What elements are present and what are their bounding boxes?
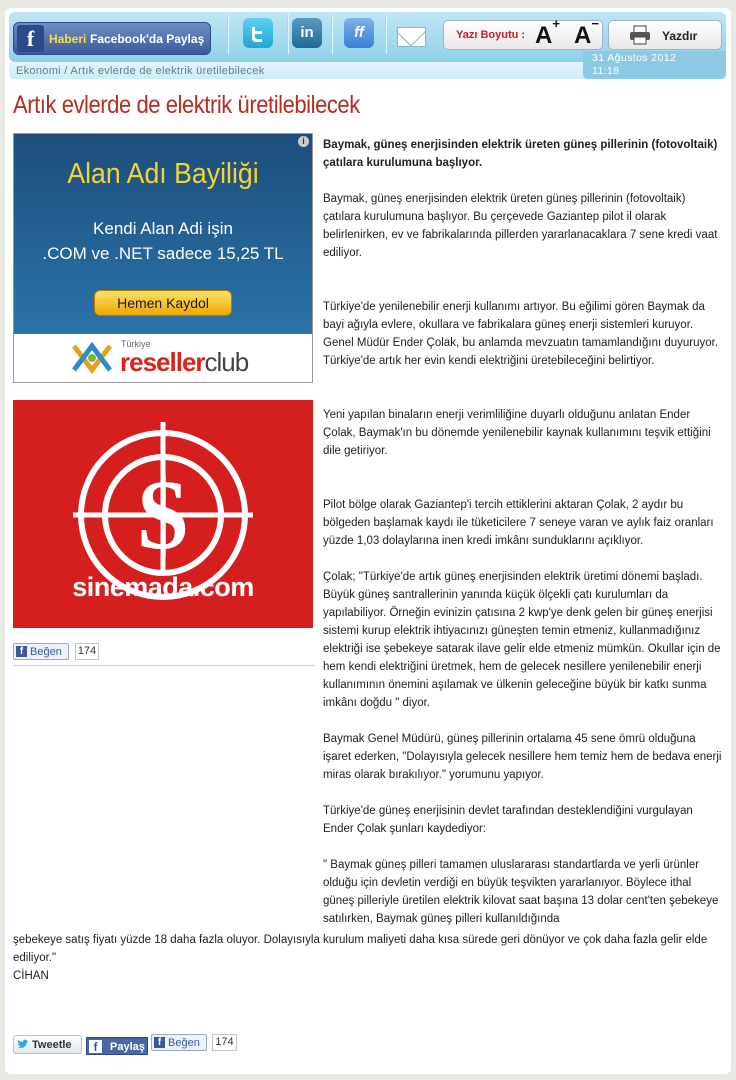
info-icon[interactable]: i [298,136,309,147]
twitter-glyph [243,18,273,48]
toolbar-divider [331,14,333,54]
tweet-label: Tweetle [32,1039,72,1051]
like-count: 174 [212,1034,237,1051]
facebook-icon: f [89,1040,102,1053]
facebook-like-button[interactable] [13,643,69,660]
twitter-icon[interactable] [243,18,273,48]
ad-banner-sinemada[interactable] [13,400,313,628]
like-count: 174 [75,643,99,660]
ad-banner-reseller[interactable] [13,133,313,383]
ad-logo-text [120,347,248,378]
svg-text:$: $ [138,459,188,570]
facebook-icon: f [17,25,44,52]
tweet-button[interactable] [13,1035,82,1054]
article-paragraph: Pilot bölge olarak Gaziantep'i tercih ettiklerini aktaran Çolak, 2 aydır bu bölgeden başlamak kaydı ile tüketicilere 7 seneye varan ve aylık faiz oranları yüzde 1,03 dolaylarına inen kredi imkânı sunduklarını açıklıyor. [323,499,714,547]
ad-logo-country: Türkiye [121,339,151,349]
facebook-share-label: Facebook'da Paylaş [90,32,205,46]
friendfeed-icon[interactable]: ff [344,18,374,48]
ad-line-1: Kendi Alan Adi işin [93,219,233,238]
printer-icon [629,25,651,45]
toolbar-divider [227,14,229,54]
facebook-like-button[interactable] [151,1034,207,1051]
date-day: 31 Ağustos 2012 [592,52,677,64]
ad-logo-reseller: reseller [120,347,205,377]
ad-logo-club: club [204,347,249,377]
article-tail [13,931,723,985]
breadcrumb[interactable]: Ekonomi / Artık evlerde de elektrik üretilebilecek [16,65,265,77]
font-increase-label: A [535,22,553,49]
article-paragraph: Yeni yapılan binaların enerji verimliliğine duyarlı olduğunu anlatan Ender Çolak, Baymak'ın bu dönemde yenilenebilir kaynak kullanımını teşvik ettiğini dile getiriyor. [323,409,711,457]
font-increase-button[interactable] [535,16,560,50]
font-decrease-button[interactable] [574,16,599,50]
linkedin-icon[interactable]: in [292,18,322,48]
font-decrease-label: A [574,22,592,49]
article-lead: Baymak, güneş enerjisinden elektrik üreten güneş pillerinin (fotovoltaik) çatılara kurulumuna başlıyor. [323,139,718,169]
article-paragraph: " Baymak güneş pilleri tamamen uluslararası standartlarda ve yerli ürünler olduğu için devletin verdiği en büyük teşvikten yararlanıyor. Böylece ithal güneş pilleriyle üretilen elektrik kilovat saat başına 13 dolar cent'ten şebekeye satılırken, Baymak güneş pilleri kullanıldığında [323,859,719,925]
print-button[interactable] [608,20,722,50]
ad-register-button[interactable]: Hemen Kaydol [94,290,232,316]
article-body [323,136,722,928]
like-label: Beğen [168,1037,200,1049]
resellerclub-logo-icon [70,340,114,376]
page-title: Artık evlerde de elektrik üretilebilecek [13,91,360,119]
share-label: Paylaş [110,1041,145,1053]
article-paragraph: Türkiye'de güneş enerjisinin devlet tarafından desteklendiğini vurgulayan Ender Çolak şunları kaydediyor: [323,805,693,835]
font-size-label: Yazı Boyutu : [456,29,526,41]
article-source: CİHAN [13,970,49,982]
like-label: Beğen [30,646,62,658]
article-paragraph: Türkiye'de yenilenebilir enerji kullanımı artıyor. Bu eğilimi gören Baymak da bayi ağıyla evlere, okullara ve fabrikalara güneş enerji sistemleri kuruyor. Genel Müdür Ender Çolak, bu anlamda mevzuatın tamamlandığını duyuruyor. Türkiye'de artık her evin kendi elektriğini üretebileceğini belirtiyor. [323,301,719,367]
date-badge [583,51,726,79]
ad-line-2: .COM ve .NET sadece 15,25 TL [42,244,284,263]
facebook-share-small-button[interactable] [86,1037,148,1055]
article-paragraph: Baymak Genel Müdürü, güneş pillerinin ortalama 45 sene ömrü olduğuna işaret ederken, "Dolayısıyla gelecek nesillere hem temiz hem de bedava enerji miras olarak bırakılıyor." yorumunu yapıyor. [323,733,722,781]
print-label: Yazdır [662,29,698,43]
divider [13,665,315,666]
facebook-icon: f [154,1037,165,1048]
facebook-share-button[interactable] [13,22,211,55]
ad-headline: Alan Adı Bayiliği [67,158,259,190]
font-size-control [443,16,603,50]
minus-icon: − [591,16,599,31]
article-paragraph-tail: şebekeye satış fiyatı yüzde 18 daha fazla oluyor. Dolayısıyla kurulum maliyeti daha kısa sürede geri dönüyor ve çok daha fazla gelir elde ediliyor." [13,934,708,964]
article-paragraph: Baymak, güneş enerjisinden elektrik üreten güneş pillerinin (fotovoltaik) çatılara kurulumuna başlıyor. Bu çerçevede Gaziantep pilot il olarak belirlenirken, ev ve fabrikalarında pillerden yararlanacaklara 7 sene kredi vaat ediliyor. [323,193,718,259]
article-paragraph: Çolak; "Türkiye'de artık güneş enerjisinden elektrik üretimi dönemi başladı. Büyük güneş santrallerinin yanında küçük ölçekli çatı kurulumları da yapılabiliyor. Örneğin evinizin çatısına 2 kwp'ye denk gelen bir güneş enerjisi sistemi kurup elektrik ihtiyacınızı güneşten temin etmeniz, kullanmadığınız elektriği ise şebekeye satarak ilave gelir elde etmeniz mümkün. Okullar için de hem kendi elektriğini üretmek, hem de gelecek nesillere yenilenebilir enerji kullanımının önemini aşılamak ve ülkenin geleceğine büyük bir katkı sunma imkânı doğdu " diyor. [323,571,721,709]
ad-brand: sinemada.com [72,572,254,602]
facebook-share-prefix: Haberi [49,32,87,46]
date-time: 11:18 [592,65,620,77]
toolbar-divider [287,14,289,54]
facebook-icon: f [16,646,27,657]
plus-icon: + [552,16,560,31]
toolbar-divider [385,14,387,54]
mail-icon[interactable] [397,27,426,47]
twitter-bird-icon [17,1039,29,1050]
